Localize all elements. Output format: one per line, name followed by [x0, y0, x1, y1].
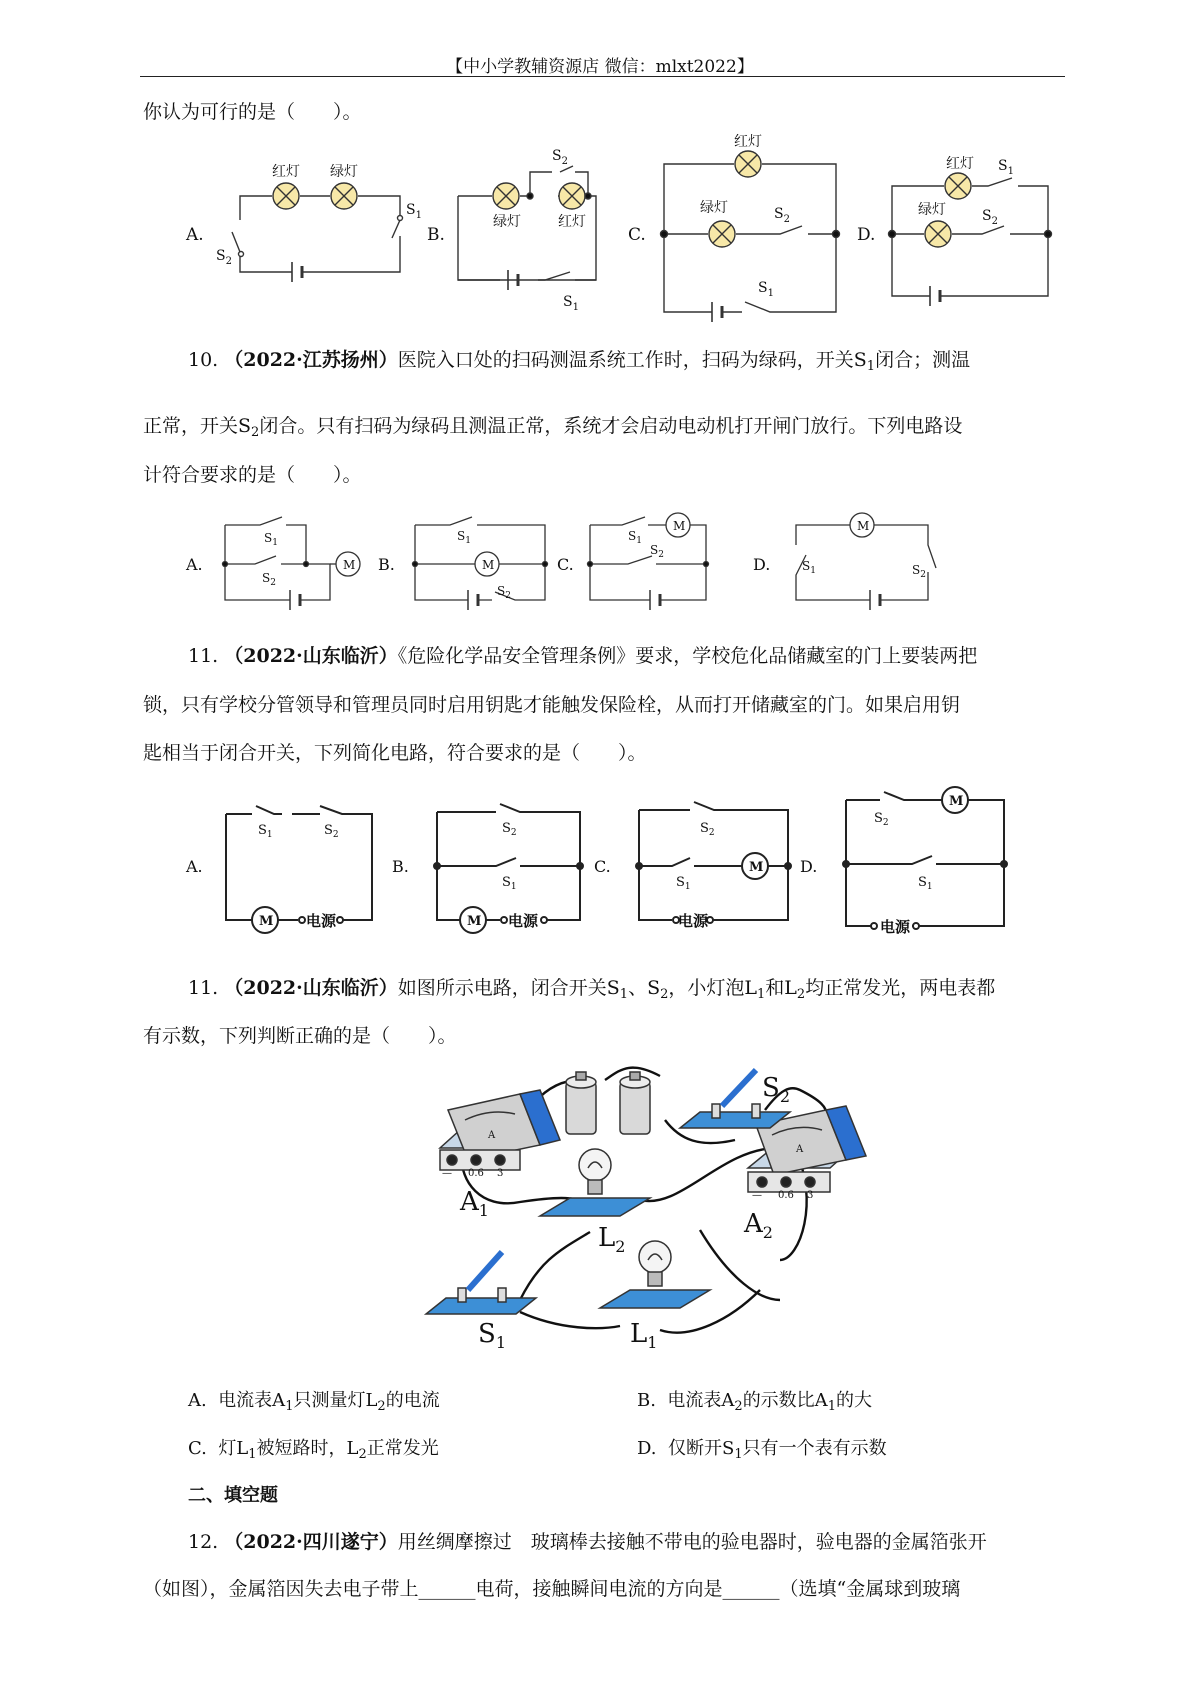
svg-text:S2: $S_2$ — [262, 571, 276, 588]
q9-d-green-lamp: 绿灯 — [918, 202, 946, 218]
svg-text:S2: $S_2$ — [762, 1073, 790, 1106]
q11b-option-b: B. 电流表$A_2$的示数比$A_1$的大 — [637, 1390, 872, 1414]
q11a-c-power: 电源 — [678, 912, 709, 930]
q9-b-red-lamp: 红灯 — [558, 214, 586, 230]
fig-label-a1: A — [460, 1187, 479, 1217]
fig-a2-neg: — — [752, 1190, 762, 1201]
q9-b-green-lamp: 绿灯 — [493, 214, 521, 230]
svg-text:S2: $S_2$ — [552, 148, 568, 167]
q9-a-green-lamp: 绿灯 — [330, 164, 358, 180]
q11b-line2: 有示数，下列判断正确的是（ ）。 — [143, 1025, 457, 1047]
fig-a1-neg: — — [442, 1168, 452, 1179]
q10-opt-label-a: A. — [186, 555, 203, 574]
fig-label-s2: S — [762, 1073, 780, 1103]
q10-c-motor: M — [673, 519, 686, 533]
q11a-d-motor: M — [949, 794, 964, 809]
svg-text:L2: $L_2$ — [598, 1223, 626, 1256]
q11a-b-power: 电源 — [508, 912, 539, 930]
fig-a1-06: 0.6 — [468, 1168, 484, 1179]
svg-text:S1: $S_1$ — [676, 875, 691, 892]
q9-c-green-lamp: 绿灯 — [700, 200, 728, 216]
svg-text:S1: $S_1$ — [502, 875, 517, 892]
q11a-opt-label-d: D. — [800, 857, 818, 876]
svg-text:S2: $S_2$ — [502, 821, 517, 838]
svg-text:A2: $A_2$ — [744, 1209, 773, 1242]
svg-text:S2: $S_2$ — [774, 206, 790, 225]
svg-text:S2: $S_2$ — [650, 543, 664, 560]
q9-opt-label-d: D. — [857, 225, 876, 245]
q10-line1: 10. （2022·江苏扬州）医院入口处的扫码测温系统工作时，扫码为绿码，开关$S_1$闭合；测温 — [188, 349, 971, 374]
q11a-line1: 11. （2022·山东临沂）《危险化学品安全管理条例》要求，学校危化品储藏室的门上要装两把 — [188, 645, 978, 667]
svg-text:S2: $S_2$ — [874, 811, 889, 828]
q11a-opt-label-c: C. — [594, 857, 611, 876]
q11a-opt-label-b: B. — [392, 857, 409, 876]
svg-text:S2: $S_2$ — [497, 584, 511, 601]
fig-label-l1: L — [630, 1319, 648, 1349]
q11b-line1: 11. （2022·山东临沂）如图所示电路，闭合开关$S_1$、$S_2$，小灯泡$L_1$和$L_2$均正常发光，两电表都 — [188, 977, 996, 1002]
q9-opt-label-a: A. — [186, 225, 204, 245]
q11a-line2: 锁，只有学校分管领导和管理员同时启用钥匙才能触发保险栓，从而打开储藏室的门。如果启用钥 — [143, 694, 961, 716]
q9-opt-label-b: B. — [427, 225, 445, 245]
q11a-b-motor: M — [467, 914, 482, 929]
q10-opt-label-c: C. — [557, 555, 574, 574]
q12-line2: （如图），金属箔因失去电子带上______电荷，接触瞬间电流的方向是______（选填“金属球到玻璃 — [143, 1578, 961, 1600]
q11a-a-power: 电源 — [306, 912, 337, 930]
q12-line1: 12. （2022·四川遂宁）用丝绸摩擦过 玻璃棒去接触不带电的验电器时，验电器的金属箔张开 — [188, 1531, 987, 1553]
svg-text:S1: $S_1$ — [802, 559, 816, 576]
fig-a1-3: 3 — [497, 1168, 504, 1179]
q11b-circuit-illustration — [0, 1060, 1200, 1360]
fig-ammeter2-a: A — [796, 1144, 804, 1155]
q11a-circuits-figure — [0, 790, 1200, 950]
q9-a-red-lamp: 红灯 — [272, 164, 300, 180]
svg-text:A1: $A_1$ — [460, 1187, 489, 1220]
svg-text:S2: $S_2$ — [700, 821, 715, 838]
q10-opt-label-b: B. — [378, 555, 395, 574]
fig-ammeter1-a: A — [488, 1130, 496, 1141]
q9-tail-text: 你认为可行的是（ ）。 — [143, 101, 362, 123]
svg-text:S2: $S_2$ — [912, 563, 926, 580]
q9-c-red-lamp: 红灯 — [734, 134, 762, 150]
q9-opt-label-c: C. — [628, 225, 646, 245]
q11b-option-c: C. 灯$L_1$被短路时，$L_2$正常发光 — [188, 1438, 439, 1462]
fig-label-l2: L — [598, 1223, 616, 1253]
q9-d-red-lamp: 红灯 — [946, 156, 974, 172]
svg-text:S2: $S_2$ — [982, 208, 998, 227]
q10-b-motor: M — [482, 558, 495, 572]
svg-text:S1: $S_1$ — [258, 823, 273, 840]
fig-label-a2: A — [744, 1209, 763, 1239]
svg-text:S1: $S_1$ — [406, 202, 422, 221]
svg-text:S2: $S_2$ — [216, 248, 232, 267]
q9-circuits-figure — [0, 134, 1200, 340]
page-header: 【中小学教辅资源店 微信：mlxt2022】 — [446, 57, 754, 77]
svg-text:S1: $S_1$ — [264, 531, 278, 548]
q10-line2: 正常，开关$S_2$闭合。只有扫码为绿码且测温正常，系统才会启动电动机打开闸门放行。下列电路设 — [143, 415, 963, 440]
q11a-c-motor: M — [749, 860, 764, 875]
svg-text:S1: $S_1$ — [457, 529, 471, 546]
svg-text:S2: $S_2$ — [324, 823, 339, 840]
q11a-d-power: 电源 — [880, 918, 911, 936]
svg-text:L1: $L_1$ — [630, 1319, 658, 1352]
svg-text:S1: $S_1$ — [998, 158, 1014, 177]
q10-line3: 计符合要求的是（ ）。 — [143, 464, 362, 486]
q11a-a-motor: M — [259, 914, 274, 929]
q11b-option-a: A. 电流表$A_1$只测量灯$L_2$的电流 — [188, 1390, 440, 1414]
q11b-option-d: D. 仅断开$S_1$只有一个表有示数 — [637, 1438, 887, 1462]
q10-circuits-figure — [0, 510, 1200, 630]
svg-text:S1: $S_1$ — [563, 294, 579, 313]
section-heading-fill-blank: 二、填空题 — [188, 1485, 278, 1506]
fig-a2-3: 3 — [807, 1190, 814, 1201]
svg-text:S1: $S_1$ — [758, 280, 774, 299]
svg-text:S1: $S_1$ — [628, 529, 642, 546]
q10-d-motor: M — [857, 519, 870, 533]
fig-a2-06: 0.6 — [778, 1190, 794, 1201]
q11a-line3: 匙相当于闭合开关，下列简化电路，符合要求的是（ ）。 — [143, 742, 647, 764]
svg-text:S1: $S_1$ — [478, 1319, 506, 1352]
fig-label-s1: S — [478, 1319, 496, 1349]
svg-text:S1: $S_1$ — [918, 875, 933, 892]
q11a-opt-label-a: A. — [186, 857, 203, 876]
q10-opt-label-d: D. — [753, 555, 771, 574]
q10-a-motor: M — [343, 558, 356, 572]
header-rule — [140, 76, 1065, 77]
